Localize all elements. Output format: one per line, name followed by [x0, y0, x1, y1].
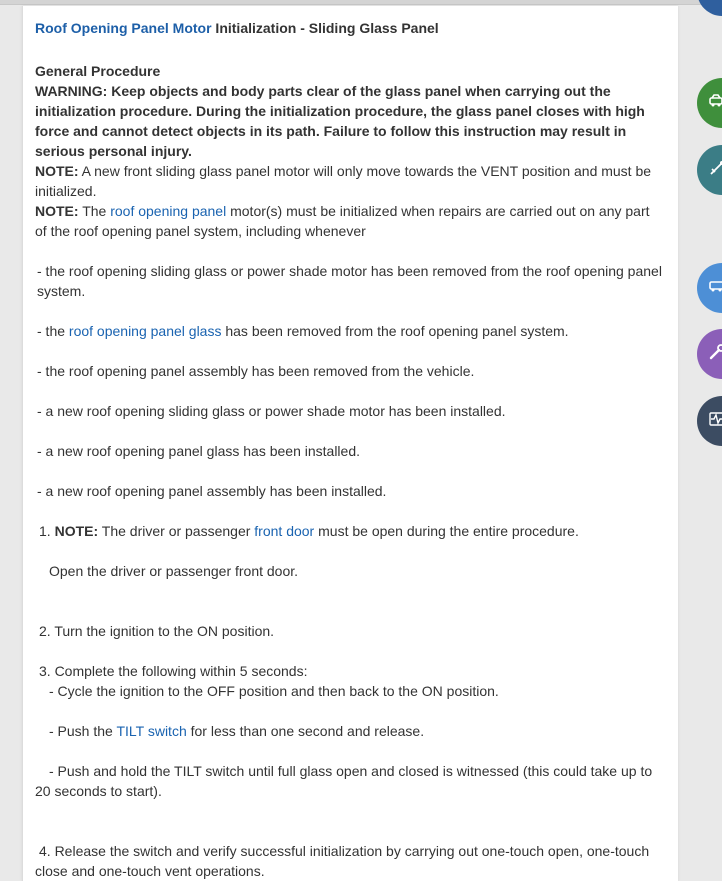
step-number: 1. — [39, 523, 55, 539]
list-item: - a new roof opening panel glass has been installed. — [37, 443, 360, 459]
list-item: - the roof opening sliding glass or power shade motor has been removed from the roof opening panel system. — [37, 263, 662, 299]
section-heading: General Procedure — [35, 63, 161, 79]
front-door-link[interactable]: front door — [254, 523, 315, 539]
step-1 — [35, 521, 665, 541]
diagnostic-waveform-icon — [708, 410, 722, 433]
note-text: The — [78, 203, 111, 219]
top-edge — [0, 0, 722, 5]
list-item: - a new roof opening panel assembly has been installed. — [37, 483, 387, 499]
step-3-item: - Push and hold the TILT switch until full glass open and closed is witnessed (this could take up to 20 seconds to start). — [35, 763, 653, 799]
roof-opening-panel-link[interactable]: roof opening panel — [110, 203, 227, 219]
note-label: NOTE: — [35, 203, 79, 219]
step-4: 4. Release the switch and verify successful initialization by carrying out one-touch open, one-touch close and one-touch vent operations. — [35, 843, 650, 879]
title-link[interactable]: Roof Opening Panel Motor — [35, 20, 212, 36]
note-new-motor — [35, 161, 665, 201]
note-text: A new front sliding glass panel motor will only move towards the VENT position and must be initialized. — [35, 163, 652, 199]
note-initialize — [35, 201, 665, 241]
list-item: - the roof opening panel assembly has been removed from the vehicle. — [37, 363, 475, 379]
side-button-diagnostic[interactable] — [697, 396, 722, 446]
list-item-text: - the — [37, 323, 69, 339]
step-2: 2. Turn the ignition to the ON position. — [39, 623, 275, 639]
step-text: for less than one second and release. — [186, 723, 425, 739]
note-label: NOTE: — [54, 523, 99, 539]
procedure-document — [35, 18, 665, 881]
side-button-top[interactable] — [697, 0, 722, 16]
title-text: Initialization - Sliding Glass Panel — [211, 20, 439, 36]
warning-text: WARNING: Keep objects and body parts clear of the glass panel when carrying out the initialization procedure. During the initialization procedure, the glass panel closes with high force and cannot detect objects in its path. Failure to follow this instruction may result in serious personal injury. — [35, 83, 645, 159]
step-3-item: - Cycle the ignition to the OFF position and then back to the ON position. — [49, 683, 499, 699]
vehicle-service-icon — [708, 92, 722, 115]
tools-icon — [708, 343, 722, 366]
step-3-item — [35, 721, 665, 741]
step-text: The driver or passenger — [98, 523, 255, 539]
side-button-vehicle-service[interactable] — [697, 78, 722, 128]
side-button-vehicle-info[interactable] — [697, 263, 722, 313]
side-button-wiring[interactable] — [697, 145, 722, 195]
tilt-switch-link[interactable]: TILT switch — [116, 723, 187, 739]
wiring-icon — [708, 159, 722, 182]
list-item: - a new roof opening sliding glass or power shade motor has been installed. — [37, 403, 506, 419]
step-3: 3. Complete the following within 5 seconds: — [39, 663, 308, 679]
step-text: must be open during the entire procedure. — [314, 523, 579, 539]
list-item-text: has been removed from the roof opening panel system. — [221, 323, 569, 339]
list-item — [35, 321, 665, 341]
note-text: motor(s) must be initialized when repairs are carried out on any part of the roof opening panel system, including whenever — [35, 203, 650, 239]
side-button-tools[interactable] — [697, 329, 722, 379]
vehicle-info-icon — [708, 277, 722, 300]
roof-opening-panel-glass-link[interactable]: roof opening panel glass — [68, 323, 222, 339]
step-text: - Push the — [49, 723, 117, 739]
note-label: NOTE: — [35, 163, 79, 179]
step-1-action: Open the driver or passenger front door. — [49, 563, 299, 579]
page-title — [35, 18, 665, 38]
